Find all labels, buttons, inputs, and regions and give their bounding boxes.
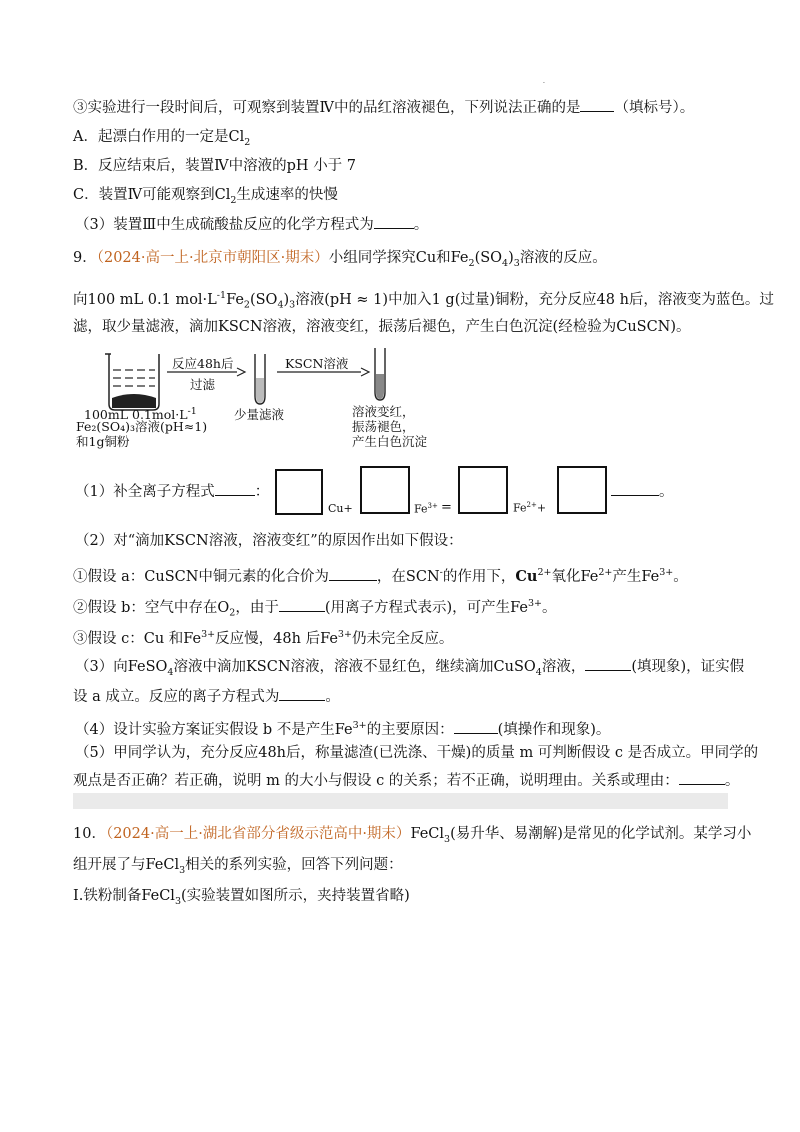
q8-option-a: A．起漂白作用的一定是$Cl_2$ [73, 129, 251, 148]
test-tube-icon [255, 354, 265, 404]
q10-part1: I.铁粉制备FeCl$_3$(实验装置如图所示，夹持装置省略) [73, 888, 410, 907]
q8-option-c: C．装置Ⅳ可能观察到$Cl_2$生成速率的快慢 [73, 187, 338, 206]
eq-equals: = [441, 500, 452, 515]
separator-bar [73, 793, 728, 809]
beaker-icon [105, 354, 159, 410]
eq-fe2: $Fe^{2+}+$ [513, 501, 547, 515]
tube2-label-3: 产生白色沉淀 [352, 434, 428, 449]
beaker-label-3: 和1g铜粉 [76, 434, 130, 449]
q9-part1: （1）补全离子方程式 ： [75, 484, 270, 500]
q8-option-b: B．反应结束后，装置Ⅳ中溶液的pH 小于 7 [73, 158, 357, 174]
page-mark: . [543, 78, 545, 85]
q10-stem-2: 组开展了与FeCl$_3$相关的系列实验，回答下列问题： [73, 857, 403, 876]
q8-item3: ③实验进行一段时间后，可观察到装置Ⅳ中的品红溶液褪色，下列说法正确的是 （填标号）。 [73, 100, 695, 116]
eq-tail: 。 [611, 482, 674, 502]
q9-source: （2024·高一上·北京市朝阳区·期末） [96, 250, 329, 266]
answer-box-3[interactable] [458, 466, 508, 514]
q9-part5-cont: 观点是否正确？若正确，说明 m 的大小与假设 c 的关系；若不正确，说明理由。关系或理由： 。 [73, 773, 740, 789]
test-tube-icon [375, 348, 385, 400]
q9-paragraph-2: 滤，取少量滤液，滴加KSCN溶液，溶液变红，振荡后褪色，产生白色沉淀(经检验为CuSCN)。 [73, 319, 691, 335]
beaker-label-1: 100mL $0.1mol\cdot L^{-1}$ [84, 406, 197, 423]
q9-part3: （3）向FeSO$_4$溶液中滴加KSCN溶液，溶液不显红色，继续滴加CuSO$_4$溶液， (填现象)，证实假 [75, 659, 745, 678]
q9-paragraph-1: 向100 mL 0.1 $mol\cdot L^{-1}Fe_2(SO_4)_3$溶液(pH ≈ 1)中加入1 g(过量)铜粉，充分反应48 h后，溶液变为蓝色。过 [73, 290, 774, 311]
arrow1-top-label: 反应48h后 [172, 356, 234, 371]
eq-cu: Cu+ [328, 502, 353, 515]
answer-box-1[interactable] [275, 469, 323, 515]
tube2-label-1: 溶液变红， [352, 404, 415, 419]
arrow1-bottom-label: 过滤 [190, 377, 216, 392]
eq-fe3: $Fe^{3+}$ [414, 502, 438, 516]
q10-source: （2024·高一上·湖北省部分省级示范高中·期末） [105, 826, 411, 842]
beaker-label-2: Fe₂(SO₄)₃溶液(pH≈1) [76, 419, 208, 434]
q10-header: 10．（2024·高一上·湖北省部分省级示范高中·期末）FeCl$_3$(易升华、易潮解)是常见的化学试剂。某学习小 [73, 826, 752, 845]
q9-part3-cont: 设 a 成立。反应的离子方程式为 。 [73, 689, 340, 705]
q8-part3: （3）装置Ⅲ中生成硫酸盐反应的化学方程式为 。 [75, 217, 429, 233]
tube1-label: 少量滤液 [234, 407, 285, 422]
q9-header: 9．（2024·高一上·北京市朝阳区·期末）小组同学探究Cu和$Fe_2(SO_4)_3$溶液的反应。 [73, 250, 607, 269]
q9-part4: （4）设计实验方案证实假设 b 不是产生$Fe^{3+}$的主要原因： (填操作和现象)。 [75, 720, 611, 738]
hypothesis-b: ②假设 b：空气中存在$O_2$，由于 (用离子方程式表示)，可产生$Fe^{3+}$。 [73, 598, 557, 619]
arrow2-top-label: KSCN溶液 [285, 356, 349, 371]
tube2-label-2: 振荡褪色， [352, 419, 415, 434]
answer-box-4[interactable] [557, 466, 607, 514]
hypothesis-a: ①假设 a：CuSCN中铜元素的化合价为 ，在SCN-的作用下，$Cu^{2+}$氧化$Fe^{2+}$产生$Fe^{3+}$。 [73, 567, 688, 585]
q9-part5: （5）甲同学认为，充分反应48h后，称量滤渣(已洗涤、干燥)的质量 m 可判断假设 c 是否成立。甲同学的 [75, 745, 759, 761]
answer-box-2[interactable] [360, 466, 410, 514]
hypothesis-c: ③假设 c：Cu 和$Fe^{3+}$反应慢，48h 后$Fe^{3+}$仍未完全反应。 [73, 629, 454, 647]
q9-part2: （2）对“滴加KSCN溶液，溶液变红”的原因作出如下假设： [75, 533, 463, 549]
